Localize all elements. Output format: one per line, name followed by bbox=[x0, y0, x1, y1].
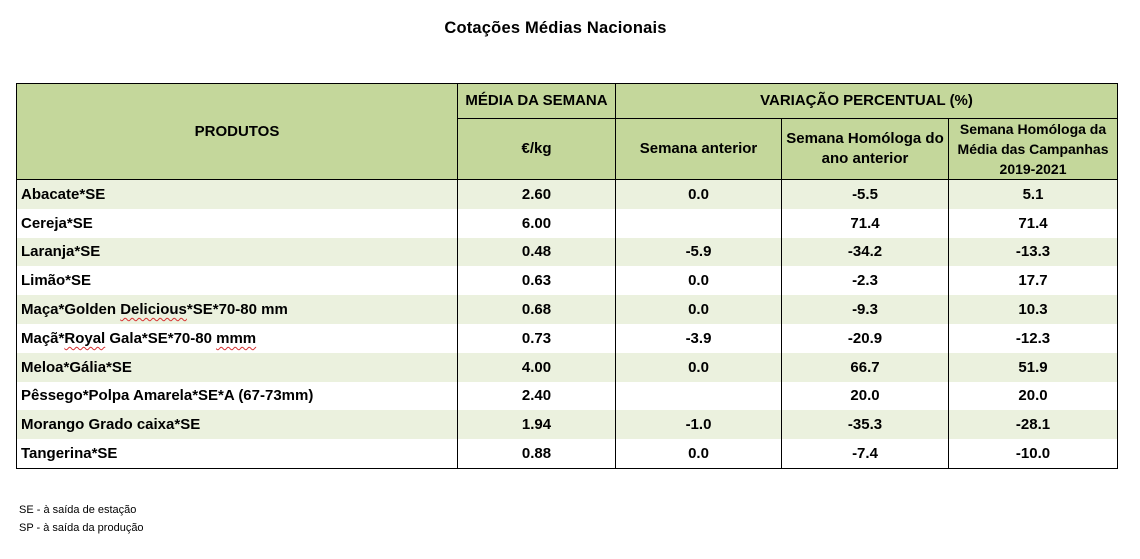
cell-yoy: 20.0 bbox=[782, 382, 949, 411]
cell-product bbox=[17, 324, 458, 353]
cell-product: Pêssego*Polpa Amarela*SE*A (67-73mm) bbox=[17, 382, 458, 411]
header-variacao: VARIAÇÃO PERCENTUAL (%) bbox=[616, 84, 1118, 119]
cell-price: 1.94 bbox=[458, 410, 616, 439]
cell-prev-week: -1.0 bbox=[616, 410, 782, 439]
table-row bbox=[17, 439, 1118, 468]
cell-price: 2.40 bbox=[458, 382, 616, 411]
cell-product: Morango Grado caixa*SE bbox=[17, 410, 458, 439]
table-row bbox=[17, 353, 1118, 382]
cell-product: Limão*SE bbox=[17, 266, 458, 295]
cell-price: 2.60 bbox=[458, 180, 616, 209]
cell-price: 6.00 bbox=[458, 209, 616, 238]
header-produtos: PRODUTOS bbox=[17, 84, 458, 180]
cell-product: Laranja*SE bbox=[17, 238, 458, 267]
cell-prev-week: 0.0 bbox=[616, 266, 782, 295]
cell-product: Meloa*Gália*SE bbox=[17, 353, 458, 382]
table-row bbox=[17, 266, 1118, 295]
table-row bbox=[17, 238, 1118, 267]
header-semana-anterior: Semana anterior bbox=[616, 119, 782, 180]
cell-campaigns: -28.1 bbox=[949, 410, 1118, 439]
cell-product: Abacate*SE bbox=[17, 180, 458, 209]
footnote-sp: SP - à saída da produção bbox=[19, 522, 144, 534]
cell-campaigns: 5.1 bbox=[949, 180, 1118, 209]
cell-campaigns: 10.3 bbox=[949, 295, 1118, 324]
cell-yoy: -5.5 bbox=[782, 180, 949, 209]
cell-price: 0.88 bbox=[458, 439, 616, 468]
spellcheck-word: Royal bbox=[64, 329, 106, 347]
cell-prev-week: 0.0 bbox=[616, 353, 782, 382]
header-semana-homologa: Semana Homóloga do ano anterior bbox=[782, 119, 949, 180]
header-semana-homologa-campanhas: Semana Homóloga da Média das Campanhas 2019-2021 bbox=[949, 119, 1118, 180]
cell-yoy: 66.7 bbox=[782, 353, 949, 382]
product-text: *SE*70-80 mm bbox=[186, 301, 288, 319]
cell-prev-week: 0.0 bbox=[616, 439, 782, 468]
cell-yoy: -2.3 bbox=[782, 266, 949, 295]
cell-product bbox=[17, 295, 458, 324]
product-text: Gala*SE*70-80 bbox=[105, 329, 217, 347]
cell-campaigns: -12.3 bbox=[949, 324, 1118, 353]
table-row bbox=[17, 410, 1118, 439]
spellcheck-word: Delicious bbox=[120, 301, 187, 319]
cell-campaigns: 17.7 bbox=[949, 266, 1118, 295]
cell-yoy: -34.2 bbox=[782, 238, 949, 267]
footnote-se: SE - à saída de estação bbox=[19, 504, 137, 516]
table-row bbox=[17, 382, 1118, 411]
cell-campaigns: 71.4 bbox=[949, 209, 1118, 238]
cell-price: 0.68 bbox=[458, 295, 616, 324]
product-text: Maça*Golden bbox=[21, 301, 121, 319]
cell-yoy: -20.9 bbox=[782, 324, 949, 353]
cell-product: Tangerina*SE bbox=[17, 439, 458, 468]
table-row bbox=[17, 324, 1118, 353]
cell-prev-week bbox=[616, 209, 782, 238]
header-media-semana: MÉDIA DA SEMANA bbox=[458, 84, 616, 119]
cell-prev-week: -3.9 bbox=[616, 324, 782, 353]
table-row bbox=[17, 209, 1118, 238]
spellcheck-word: mmm bbox=[216, 329, 257, 347]
cell-prev-week: 0.0 bbox=[616, 180, 782, 209]
cell-price: 0.48 bbox=[458, 238, 616, 267]
cell-campaigns: -13.3 bbox=[949, 238, 1118, 267]
table-row bbox=[17, 295, 1118, 324]
cell-campaigns: 51.9 bbox=[949, 353, 1118, 382]
product-text: Maçã* bbox=[21, 329, 65, 347]
table-row bbox=[17, 180, 1118, 209]
cell-prev-week bbox=[616, 382, 782, 411]
cell-campaigns: 20.0 bbox=[949, 382, 1118, 411]
cell-prev-week: -5.9 bbox=[616, 238, 782, 267]
cell-price: 0.73 bbox=[458, 324, 616, 353]
cell-product: Cereja*SE bbox=[17, 209, 458, 238]
cell-price: 0.63 bbox=[458, 266, 616, 295]
cell-campaigns: -10.0 bbox=[949, 439, 1118, 468]
cell-price: 4.00 bbox=[458, 353, 616, 382]
cell-yoy: -35.3 bbox=[782, 410, 949, 439]
footnotes bbox=[19, 501, 144, 537]
header-unit: €/kg bbox=[458, 119, 616, 180]
cell-prev-week: 0.0 bbox=[616, 295, 782, 324]
cell-yoy: -9.3 bbox=[782, 295, 949, 324]
page-title: Cotações Médias Nacionais bbox=[444, 19, 667, 37]
cell-yoy: 71.4 bbox=[782, 209, 949, 238]
cell-yoy: -7.4 bbox=[782, 439, 949, 468]
price-table bbox=[16, 83, 1118, 469]
